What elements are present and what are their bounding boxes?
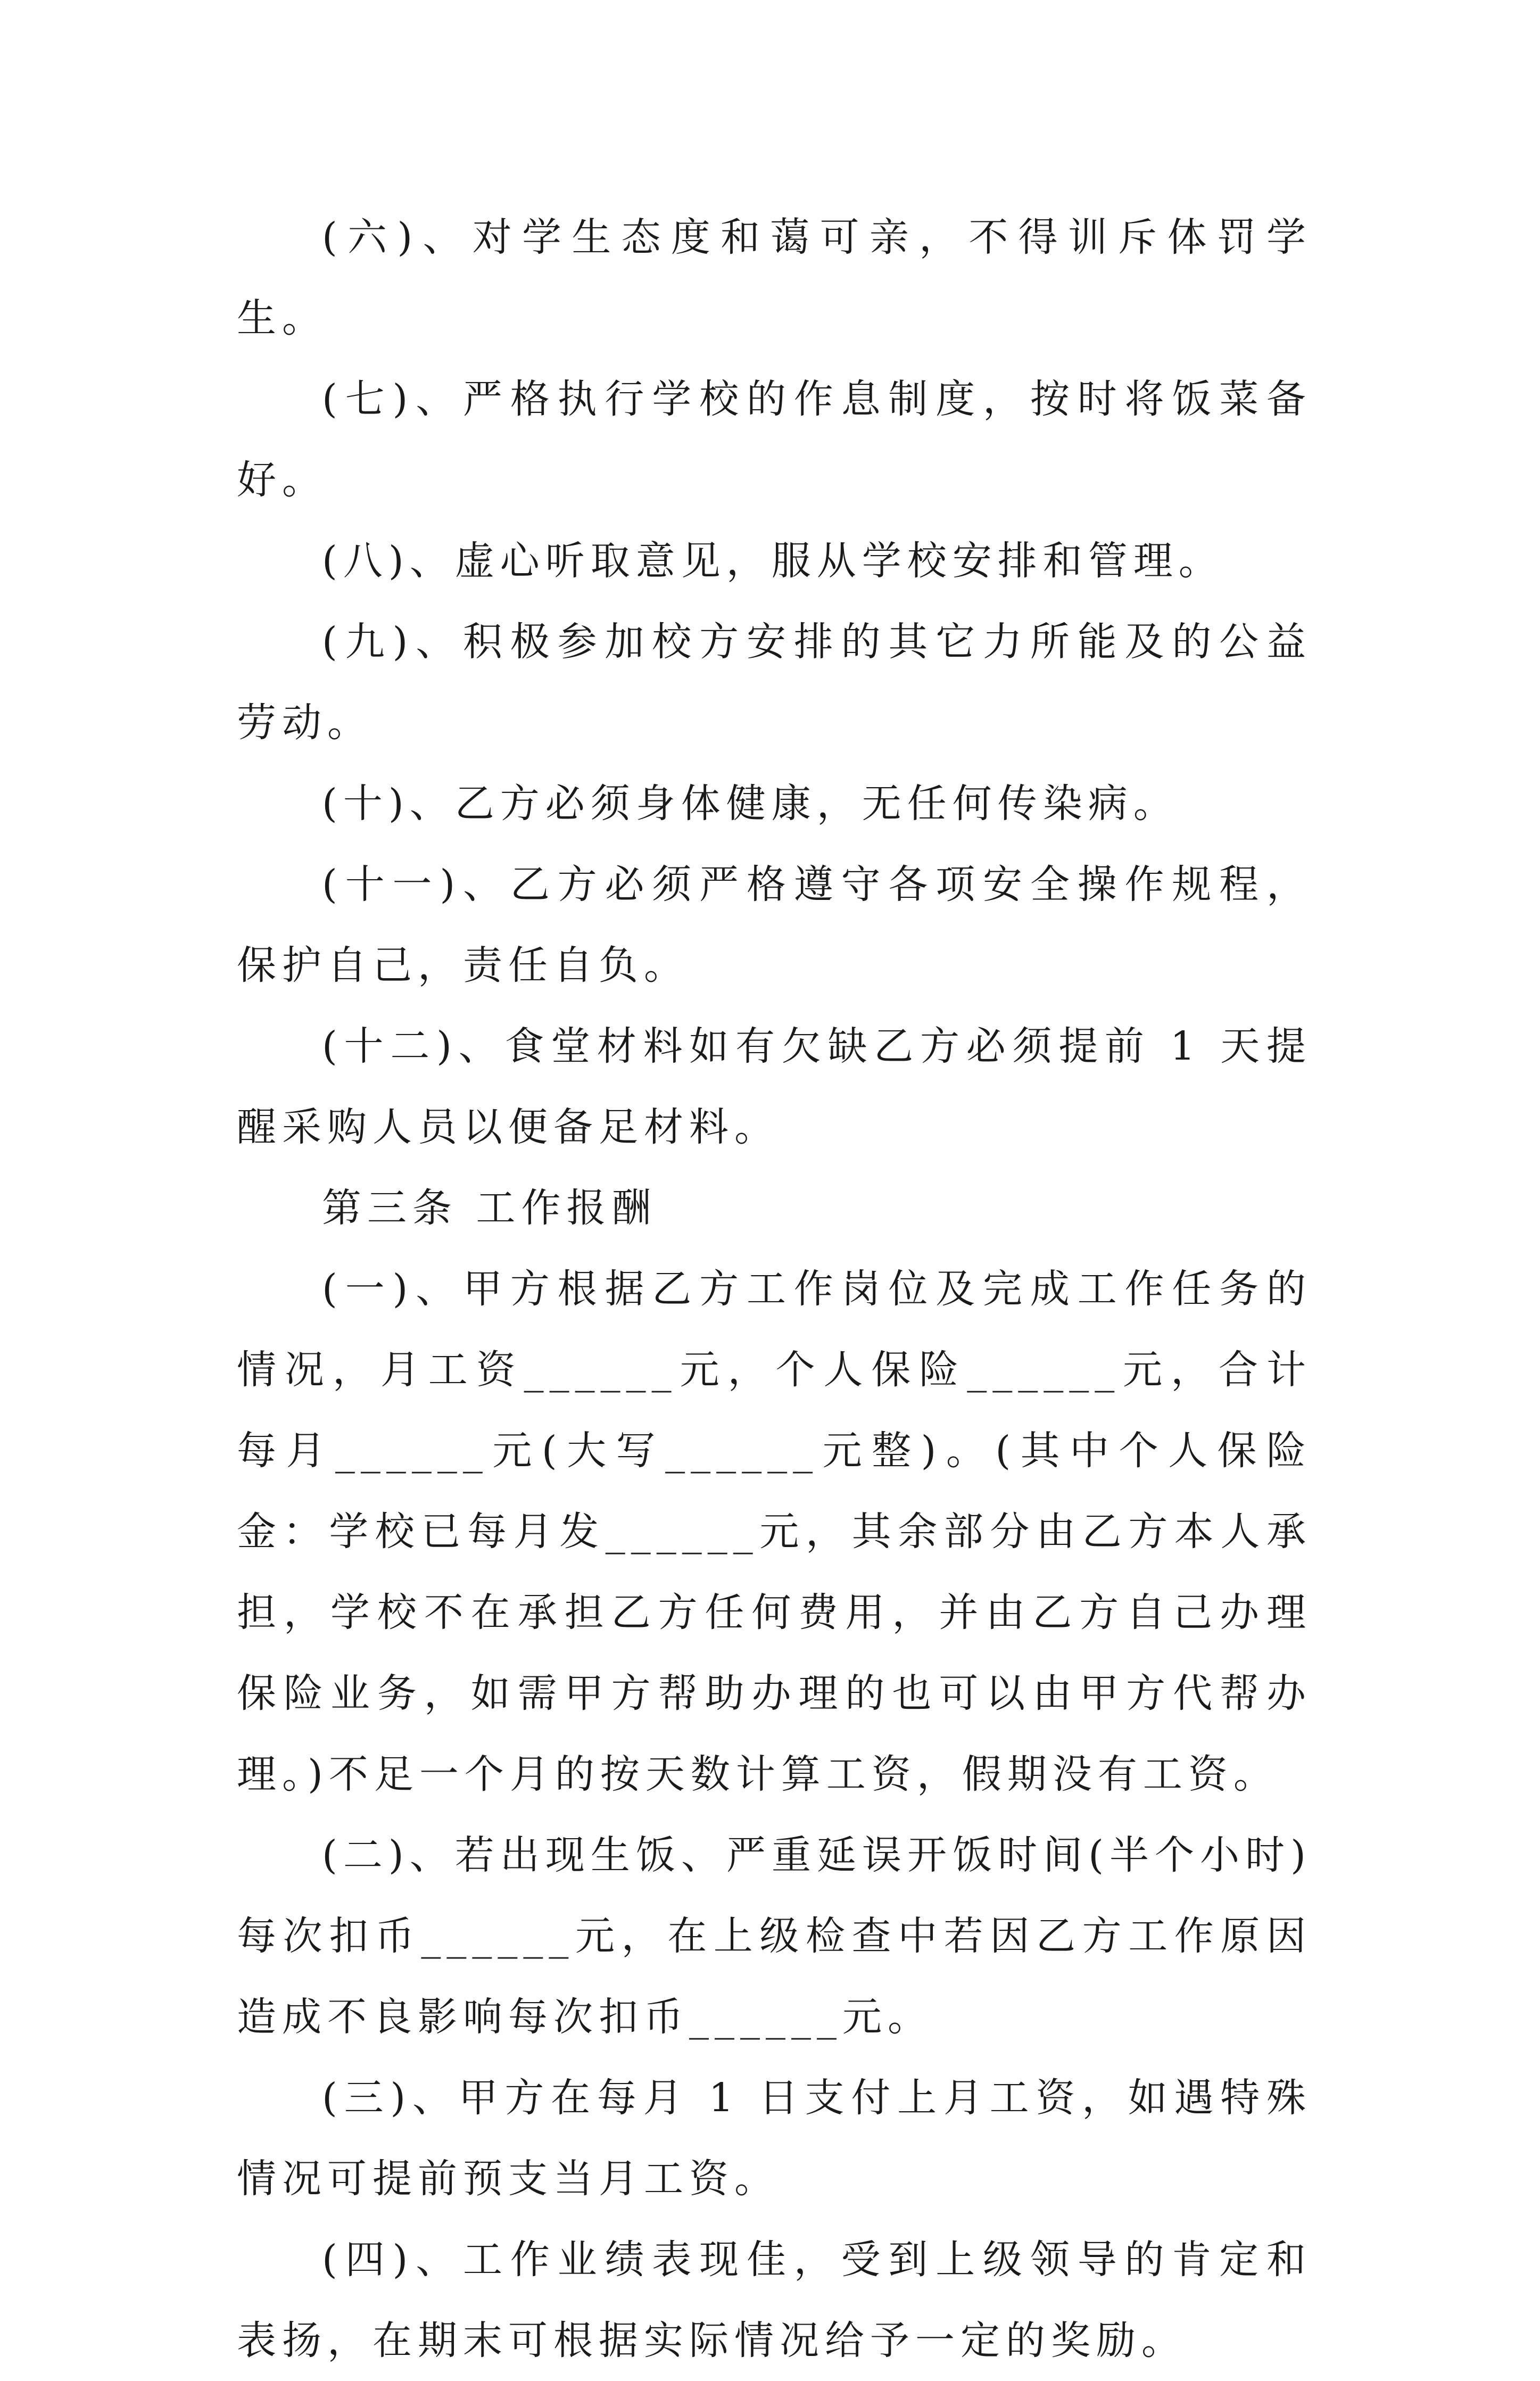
clause-10: (十)、乙方必须身体健康，无任何传染病。 — [322, 781, 1179, 826]
compensation-clause-3: (三)、甲方在每月 1 日支付上月工资，如遇特殊情况可提前预支当月工资。 — [237, 2075, 1312, 2202]
compensation-clause-2: (二)、若出现生饭、严重延误开饭时间(半个小时)每次扣币______元，在上级检查中若因乙方工作原因造成不良影响每次扣币______元。 — [237, 1832, 1312, 2040]
clause-7: (七)、严格执行学校的作息制度，按时将饭菜备好。 — [237, 376, 1312, 503]
compensation-clause-1: (一)、甲方根据乙方工作岗位及完成工作任务的情况，月工资______元，个人保险______元，合计每月______元(大写______元整)。(其中个人保险金：学校已每月发______元，其余部分由乙方本人承担，学校不在承担乙方任何费用，并由乙方自己办理保险业务，如需甲方帮助办理的也可以由甲方代帮办理。)不足一个月的按天数计算工资，假期没有工资。 — [237, 1266, 1312, 1797]
clause-6: (六)、对学生态度和蔼可亲，不得训斥体罚学生。 — [237, 214, 1312, 341]
document-body — [237, 197, 1312, 2381]
clause-8: (八)、虚心听取意见，服从学校安排和管理。 — [322, 538, 1224, 584]
clause-11: (十一)、乙方必须严格遵守各项安全操作规程，保护自己，责任自负。 — [237, 862, 1312, 988]
compensation-clause-4: (四)、工作业绩表现佳，受到上级领导的肯定和表扬，在期末可根据实际情况给予一定的奖励。 — [237, 2237, 1312, 2363]
clause-9: (九)、积极参加校方安排的其它力所能及的公益劳动。 — [237, 619, 1312, 746]
clause-12: (十二)、食堂材料如有欠缺乙方必须提前 1 天提醒采购人员以便备足材料。 — [237, 1023, 1312, 1150]
section-heading-article-3: 第三条 工作报酬 — [322, 1185, 657, 1231]
